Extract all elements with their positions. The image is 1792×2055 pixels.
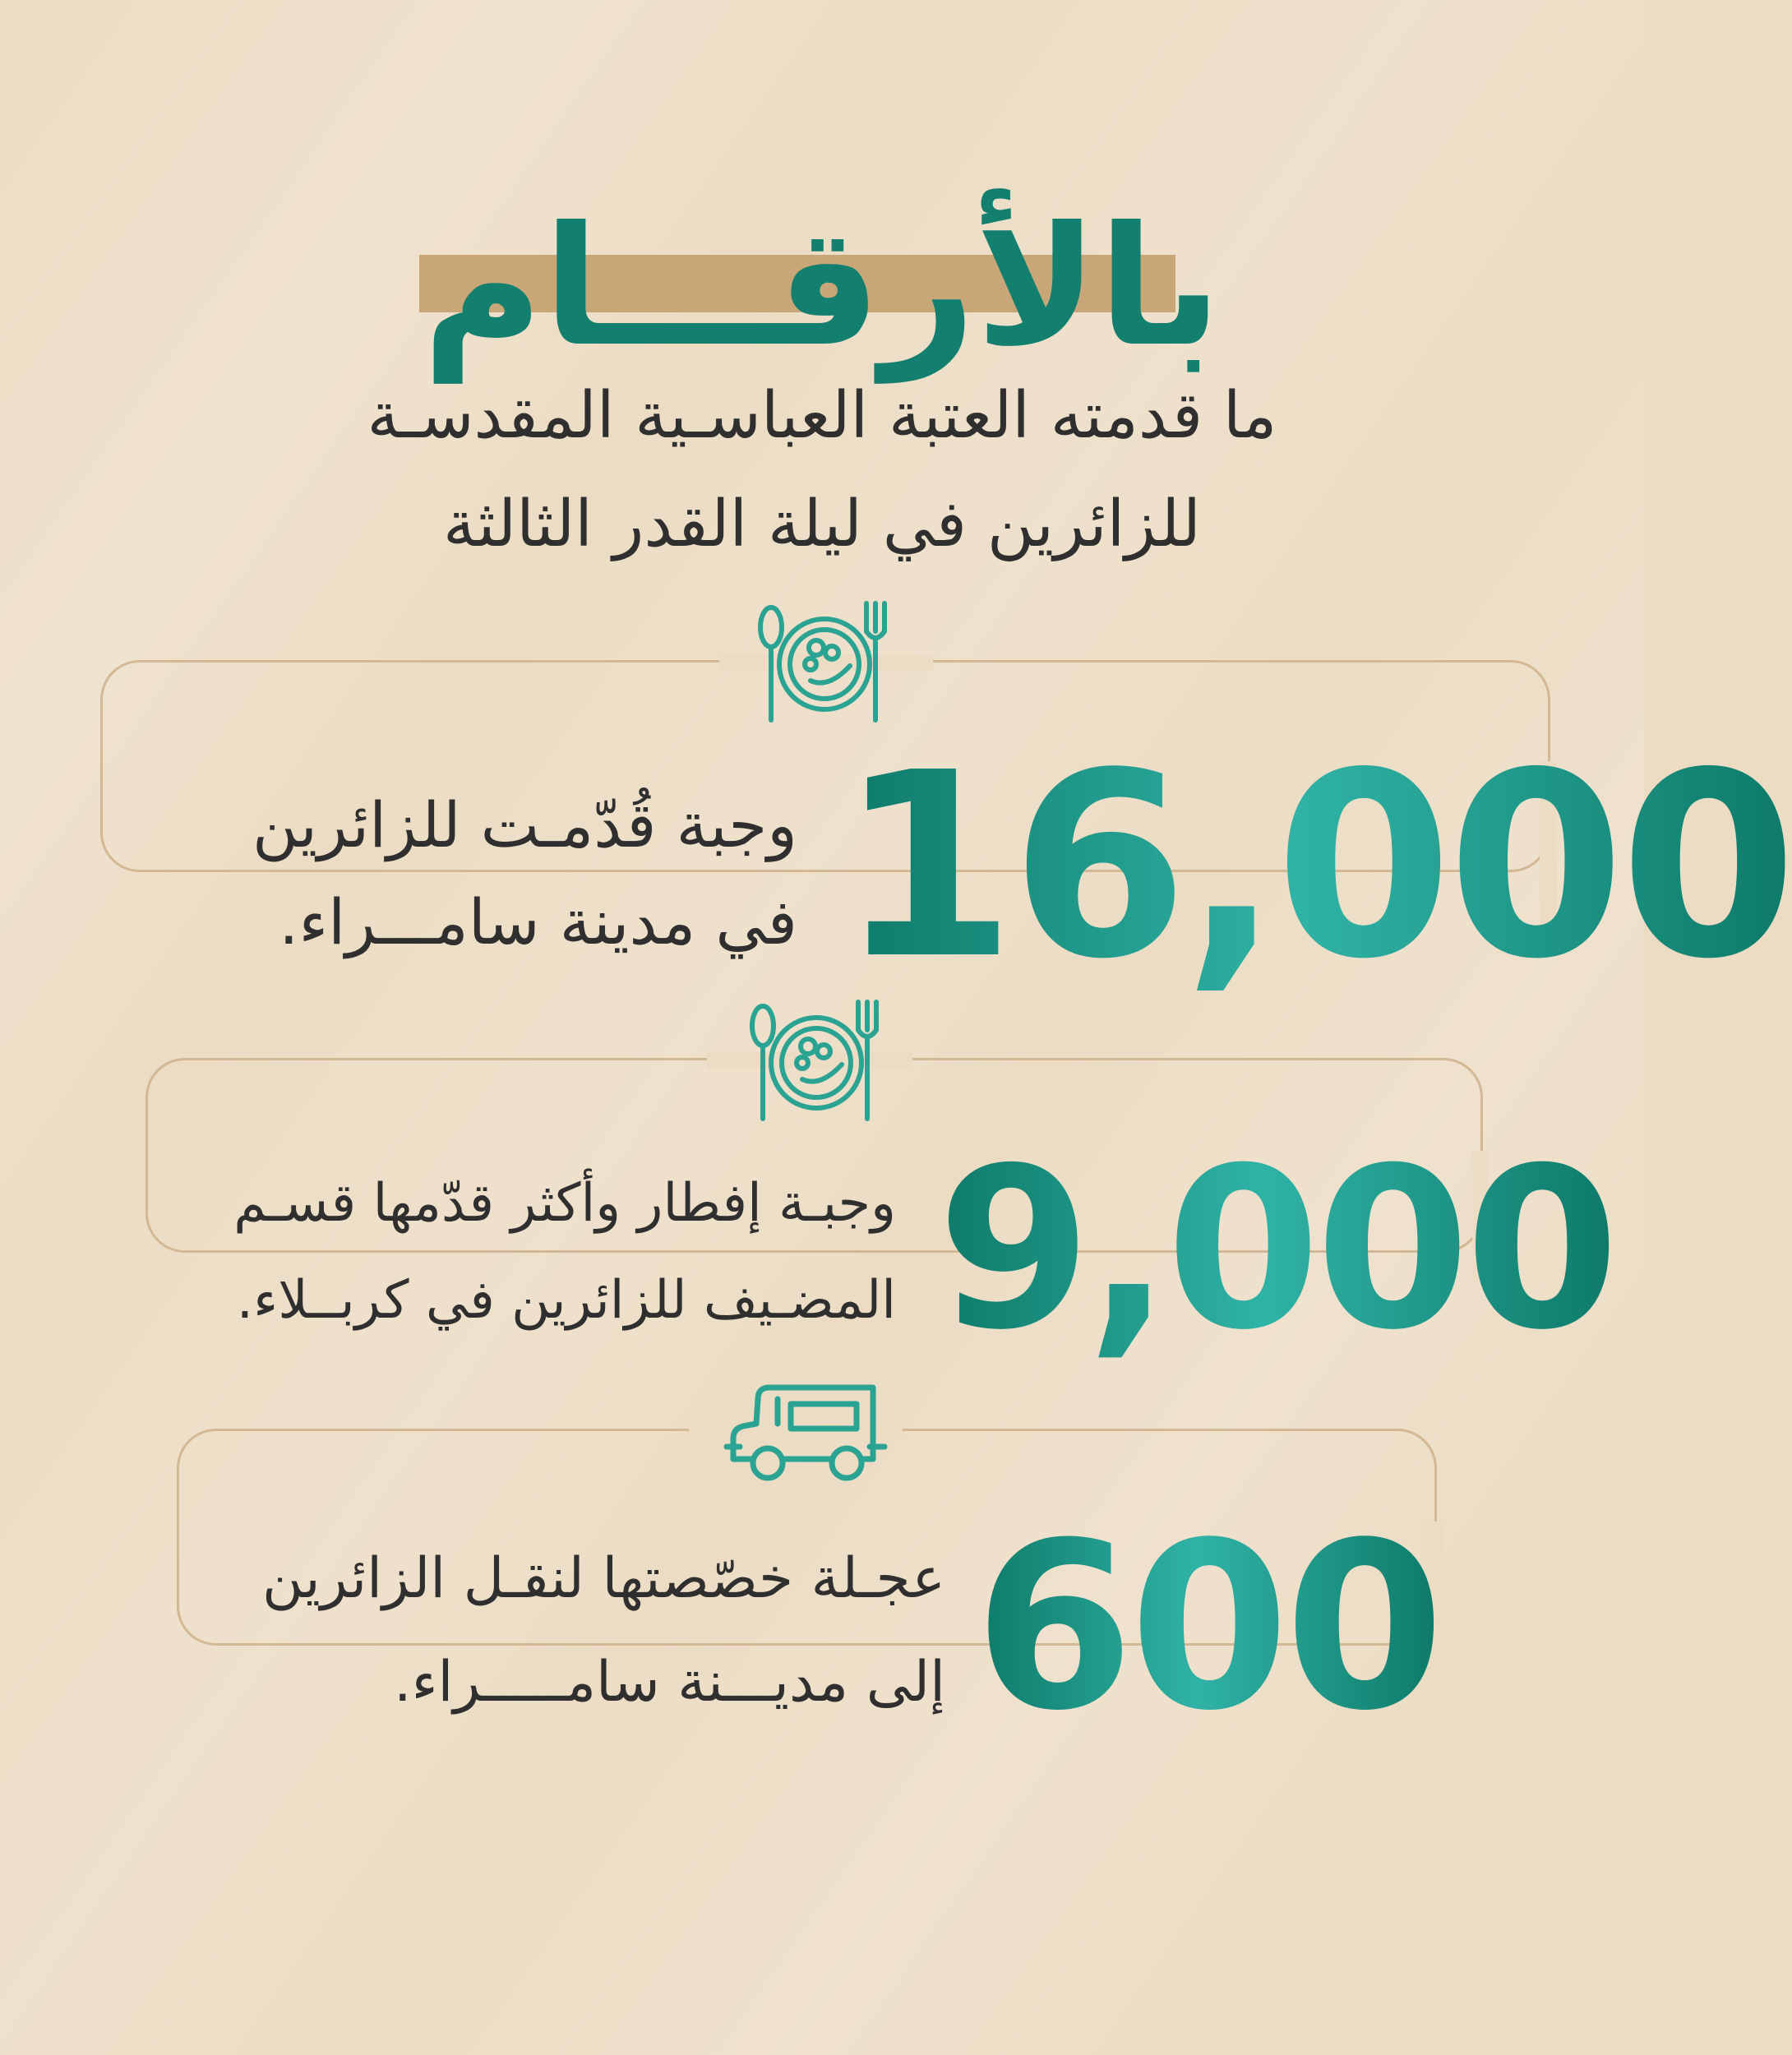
stat-desc-vehicles: عجـلة خصّصتها لنقـل الزائرين إلى مديـــنة سامـــــراء. bbox=[262, 1546, 945, 1715]
stat-number-9000: 9,000 bbox=[937, 1120, 1615, 1378]
subtitle-line-1: ما قدمته العتبة العباسـية المقدسـة bbox=[367, 379, 1277, 453]
page-title: بالأرقـــام bbox=[423, 192, 1222, 383]
meal-plate-icon bbox=[746, 997, 886, 1124]
subtitle-line-2: للزائرين في ليلة القدر الثالثة bbox=[443, 487, 1201, 561]
stat-desc-iftar-karbala: وجبـة إفطار وأكثر قدّمها قسـم المضـيف للزائرين في كربــلاء. bbox=[233, 1173, 896, 1331]
meal-plate-icon bbox=[755, 598, 894, 726]
stat-number-16000: 16,000 bbox=[838, 718, 1792, 1015]
stat-number-600: 600 bbox=[974, 1494, 1440, 1762]
subtitle bbox=[206, 362, 1439, 579]
stat-desc-meals-samarra: وجبة قُدّمـت للزائرين في مدينة سامـــراء. bbox=[252, 788, 797, 958]
vehicle-icon bbox=[725, 1381, 886, 1484]
